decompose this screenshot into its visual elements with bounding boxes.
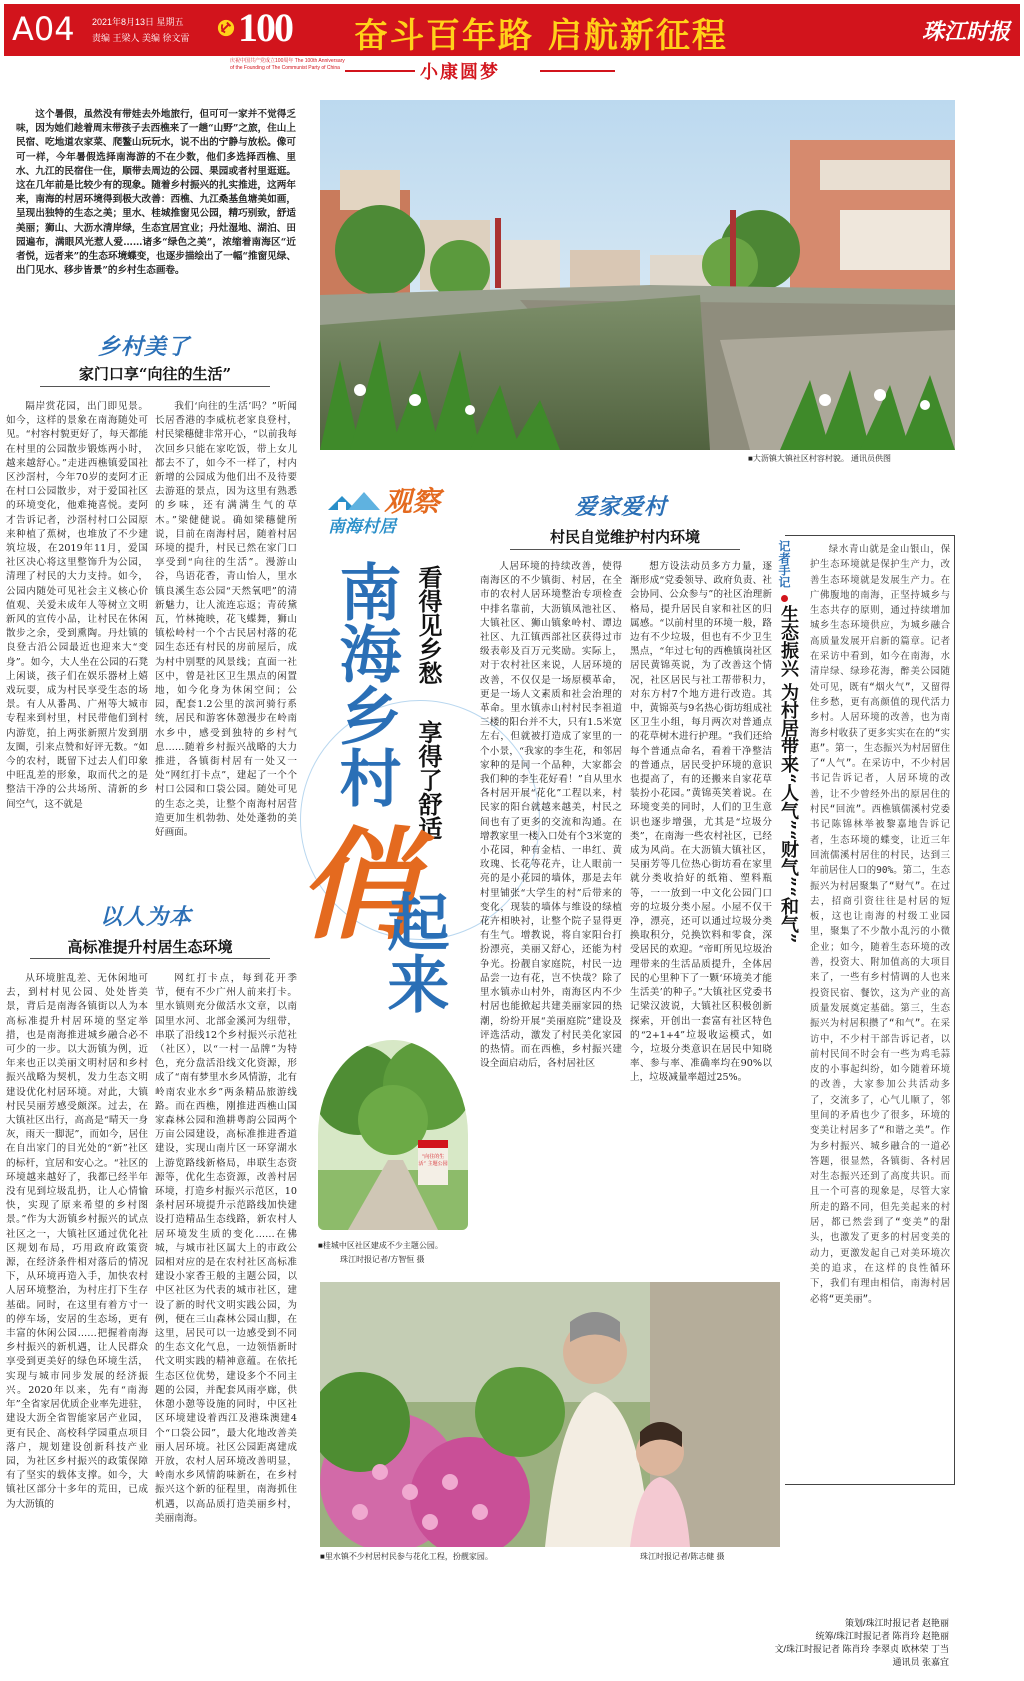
village-canal-photo (320, 100, 955, 450)
section2-rule (30, 958, 270, 959)
section1-title: 乡村美了 (98, 334, 191, 360)
credit-line: 策划/珠江时报记者 赵艳丽 (844, 1618, 949, 1628)
bottom-photo-credit: 珠江时报记者/陈志健 摄 (640, 1552, 725, 1561)
section2-col1: 从环境脏乱差、无休闲地可去，到村村见公园、处处皆美景，背后是南海各镇街以人为本高标准提升村居环境的坚定举措，也是南海推进城乡融合必不可少的一步。以大沥镇为例，近年来也正以美丽文明村居和乡村振兴战略为契机，发力生态文明建设优化村居环境。对此，大镇村民吴丽芳感受颇深。过去，在大镇社区出行，高高是“晴天一身灰，雨天一脚泥”，而如今，居住在自出家门的目光处的“新”社区的标杆，宜居和安心之。“社区的环境越来越好了，我都已经半年没有见到垃圾乱扔，让人心情愉快，实现了原来希望的乡村图景。”作为大沥镇乡村振兴的试点社区之一，大镇社区通过优化社区规划布局，巧用政府政策资源，在经济条件相对落后的情况下，从环境再造入手，加快农村人居环境整治，为村庄打下生存基础。同时，在这里有着方寸一的停车场，安居的生态场，更有丰富的休闲公园……把握着南海乡村振兴的新机遇，让人民群众享受到更美好的绿色环境生活，实现与城市同步发展的经济振兴。2020年以来，先有“南海年”全省家居优质企业率先进驻，建设大沥全省智能家居产业园，更有民企、高校科学园重点项目落户，规划建设创新科技产业园，为社区乡村振兴的政策保障有了坚实的载体支撑。如今，大镇社区部分十多年的荒田，已成为大沥镇的 (6, 973, 148, 1510)
bottom-photo-caption: ■里水镇不少村居村民参与花化工程，扮靓家园。 (320, 1552, 493, 1561)
commentary-tag: 记者手记 (777, 540, 791, 588)
credit-line: 通讯员 张嘉宜 (892, 1657, 949, 1667)
section3-col1: 人居环境的持续改善，使得南海区的不少镇街、村居，在全市的农村人居环境整治专项检查中排名靠前，大沥镇凤池社区、大镇社区、狮山镇象岭村、谭边社区、九江镇西部社区获得过市级表彰及百万元奖励。实际上，对于农村社区来说，人居环境的改善，不仅仅是一场原模革命，更是一场人文素质和社会治理的革命。里水镇赤山村村民李祖道三楼的阳台并不大，只有1.5米宽左右，但就被打造成了家里的一个小景，“我家的李生花，和邻居家种的是同一个品种，大家都会我们种的李生花好看！”自从里水各村居开展“花化”工程以来，村民家的阳台就越来越美，村民之间也有了更多的交流和沟通。在增教家里一楼入口处有个3米宽的小花园，种有金桔、一串红、黄玫瑰、长花等花卉，让人眼前一亮的是小花园的墙体，那是去年村里铺张“大学生的村”后带来的变化，现装的墙体与维设的绿植花卉相映衬，让整个院子显得更有生气。增教说，将自家阳台打扮漂亮，美丽又舒心，还能为村争光。扮靓自家庭院，村民一边品尝一边有花，岂不快哉？除了里水镇赤山村外，南海区内不少村居也能掀起共建美丽家园的热潮，纷纷开展“美丽庭院”建设及评选活动，激发了村民美化家园的热情。而在西樵，乡村振兴建设全面启动后，各村居社区 (480, 561, 622, 1070)
issue-editors: 责编 王梁人 美编 徐文雷 (92, 33, 190, 43)
section3-col2: 想方设法动员多方力量，逐渐形成“党委领导、政府负责、社会协同、公众参与”的社区治理新格局，提升居民自家和社区的归属感。“以前村里的环境一般，路边有不少垃圾，但也有不少卫生黑点，“年过七旬的西樵镇岗社区居民黄锦英说，为了改善这个情况，社区居民与社工帮带积力，对东方村7个地方进行改造。其中，黄锦英与9名热心街坊组成社区卫生小组，每月两次对普通点的花草树木进行护理。“我们还给每个普通点命名，看着干净整洁的普通点，居民受护环境的意识也提高了，有的还搬来自家花草装扮小花园。”黄锦英笑着说。在环境变美的同时，人们的卫生意识也逐步增强，尤其是“垃圾分类”，在南海一些农村社区，已经成为风尚。在大沥镇大镇社区，吴丽芳等几位热心街坊看在家里就分类收拾好的纸箱、塑料瓶等，一一放到一中文化公园门口旁的垃圾分类小屋。小屋不仅干净，漂亮，还可以通过垃圾分类换取积分，兑换饮料和零食，深受居民的欢迎。“帝町所见垃圾治理带来的生活品质提升，全体居民的心里种下了一颗‘环境美才能生活美’的种子。”大镇社区党委书记梁汉波说，大镇社区积极创新探索，开创出一套富有社区特色的“2+1+4”垃圾收运模式，如今，垃圾分类意识在居民中知晓率、参与率、准确率均在90%以上，垃圾减量率超过25%。 (630, 561, 772, 1084)
observe-label: 观察 (384, 485, 441, 518)
park-photo (318, 1040, 468, 1230)
commentary-text: 绿水青山就是金山银山，保护生态环境就是保护生产力，改善生态环境就是发展生产力。在广佛腹地的南海，正坚持城乡与生态共存的原则，通过持续增加城乡生态环境供应，为城乡融合高质量发展开启新的篇章。记者在采访中看到，如今在南海，水清岸绿、绿珍花海，醉美公园随处可见，既有“烟火气”，又留得住乡愁，更有高颜值的现代活力乡村。人居环境的改善，也为南海乡村收获了更多实实在在的“实惠”。第一，生态振兴为村居留住了“人气”。在采访中，不少村居书记告诉记者，人居环境的改善，让不少曾经外出的原居住的村民“回流”。西樵镇儒溪村党委书记陈锦林举被黎嘉地告诉记者，生态环境的蝶变，让近三年回流儒溪村居住的村民，达到三年前居住人口的90%。第二，生态振兴为村居聚集了“财气”。在过去，招商引资往往是村居的短板，这也让南海的村级工业园里，聚集了不少散小乱污的小微企业；如今，随着生态环境的改善，投资大、附加值高的大项目来了，一些有乡村情调的人也来投资民宿、餐饮，这为产业的高质量发展奠定基础。第三，生态振兴为村居积攒了“和气”。在采访中，不少村干部告诉记者，以前村民间不时会有一些为鸡毛蒜皮的小事起纠纷，如今随着环境的改善，大家参加公共活动多了，交流多了，心气儿顺了，邻里间的矛盾也少了很多，环境的变美让村居多了“和谐之美”。作为乡村振兴、城乡融合的一道必答题，很显然，各镇街、各村居对生态振兴还到了高度共识。而且一个可喜的现象是，尽管大家所走的路不同，但先美起来的村居，都已然尝到了“变美”的甜头，也激发了更多的村居变美的动力，更激发起自己对美环境次美的追求，在这样的良性循环下，我们有理由相信，南海村居必将“更美丽”。 (810, 544, 950, 1305)
section3-subtitle: 村民自觉维护村内环境 (549, 528, 700, 546)
column-rule-right (540, 70, 615, 72)
commentary-dot (781, 595, 788, 602)
intro-text: 这个暑假，虽然没有带娃去外地旅行，但可可一家并不觉得乏味，因为她们趁着周末带孩子去西樵来了一趟“山野”之旅，住山上民宿、吃地道农家菜、爬鳌山玩玩水，说不出的宁静与放松。像可可一样，今年暑假选择南海游的不在少数，他们多选择西樵、里水、九江的民宿住一住，顺带去周边的公园、果园或者村里逛逛。这在几年前是比较少有的现象。随着乡村振兴的扎实推进，这两年来，南海的村居环境得到极大改善：西樵、九江桑基鱼塘美如画，呈现出独特的生态之美；里水、桂城推窗见公园，精巧别致，舒适美丽；狮山、大沥水清岸绿，生态宜居宜业；丹灶湿地、湖泊、田园遍布，满眼风光惹人爱……诸多“绿色之美”，浓缩着南海区“近者悦，远者来”的生态环境蝶变，也逐步描绘出了一幅“推窗见绿、出门见水、移步皆景”的乡村生态画卷。 (16, 109, 296, 277)
section1-col1: 隔岸赏花园，出门即见景。如今，这样的景象在南海随处可见。“村容村貌更好了，每天都能在村里的公园散步锻炼两小时，越来越舒心。”走进西樵镇爱国社区沙滘村，今年70岁的麦阿才正在村口公园散步，对于爱国社区的环境变化，他难掩喜悦。麦阿才告诉记者，沙滘村村口公园原来种植了蕉树，也堆放了不少建筑垃圾，在2019年11月，爱国社区决心将这里整饰升为公园，清理了村民的大力支持。如今，公园内随处可见社会主义核心价值观、关爱未成年人等树立文明新风的宣传小品，让村民在休闲散步之余，受到熏陶。丹灶镇的良登古沿公园最近也迎来大“变身”。如今，大人坐在公园的石凳上闲谈，孩子们在娱乐器材上嬉戏玩耍，成为村民享受生态的场景。有人从番禺、广州等大城市专程来到村里，村民带他们到村内游览，拍上两张新照片发到朋友圈，引来点赞和好评无数。“如今的农村，既留下过去人们印象中旺乱差的形象，取而代之的是整洁干净的公共场所、清新的乡间空气，这不就是 (6, 401, 148, 810)
commentary-title: 生态振兴 为村居带来“人气”“财气”“和气” (778, 605, 799, 944)
subtitle-line1: 看得见乡愁 (414, 565, 443, 685)
observe-logo (322, 480, 462, 538)
column-title: 小康圆梦 (420, 62, 500, 83)
credit-line: 文/珠江时报记者 陈肖玲 李翠贞 欧林荣 丁当 (774, 1644, 949, 1654)
park-sign-text: “向往的生活” 主题公园 (418, 1154, 448, 1167)
observe-sublabel: 南海村居 (328, 517, 396, 537)
park-photo-credit: 珠江时报记者/方智恒 摄 (340, 1255, 425, 1264)
column-rule-left (345, 70, 415, 72)
page-number: A04 (12, 10, 75, 48)
park-photo-caption: ■桂城中区社区建成不少主题公园。 (318, 1241, 443, 1250)
credits (729, 1617, 949, 1669)
paper-name: 珠江时报 (921, 19, 1010, 45)
centenary-number: 100 (238, 5, 292, 50)
party-emblem-icon (217, 19, 235, 37)
section1-col2: 我们‘向往的生活’吗？”听闻长居香港的李威杭老家良登村，村民梁穗健非常开心，“以前我每次回乡只能在家吃饭，带上女儿都去不了，如今不一样了，村内新增的公园成为他们出不及待要去游逛的景点，因为这里有熟悉的乡味，还有满满生气的草木。”梁健健说。确如梁穗健所说，目前在南海村居，随着村居环境的提升，村民已然在家门口享受到“向往的生活”。漫游山谷，鸟语花香，青山怡人，里水镇良溪生态公园“天然氧吧”的清新魅力，让人流连忘返；青砖黛瓦，竹林掩映，花飞蝶舞，狮山镇松岭村一个个古民居村落的花园生态还有村民的房前屋后，成为村中别墅的风景线；直面一社区中，曾是社区卫生黑点的闲置地，如今化身为休闲空间；公园，配套1.2公里的滨河骑行系统，居民和游客休憩漫步在岭南水乡中，感受到独特的乡村气息……随着乡村振兴战略的大力推进，各镇街村居有一处又一处“网红打卡点”，建起了一个个村口公园和口袋公园。随处可见的生态之美，让整个南海村居营造更加生机勃勃、处处蓬勃的美好画面。 (155, 401, 297, 839)
section2-subtitle: 高标准提升村居生态环境 (67, 938, 233, 956)
section2-col2: 网红打卡点，每到花开季节，便有不少广州人前来打卡。里水镇则充分做活水文章，以南国里水河、北部金溪河为纽带，串联了沿线12个乡村振兴示范社（社区），以“一村一品牌”为特色，充分盘活沿线文化资源，形成了“南有梦里水乡风情游，北有岭南农业水乡”两条精品旅游线路。而在西樵，刚推进西樵山国家森林公园和渔耕粤韵公园两个万亩公园建设，高标准推进香道建设，实现山南片区一环穿湖水上游览路线新格局，串联生态资源等，优化生态资源，改善村居环境，打造乡村振兴示范区，10条村居环境提升示范路线加快建设打造精品生态线路，新农村人居环境发生质的变化……在佛城，与城市社区属大上的市政公园相对应的是在农村社区高标准建设小家香王般的主题公园，以中区社区为代表的城市社区，建设了新的时代文明实践公园，为例，便在三山森林公园山脚，在这里，居民可以一边感受到不同的生态文化气息，一边领悟新时代文明实践的精神意蕴。在依托生态区位优势，建设多个不同主题的公园，并配套风雨亭廊，供休憩小憩等设施的同时，中区社区环境建设着西江及港珠澳建4个“口袋公园”，最大化地改善美丽人居环境。社区公园距离建成开放，农村人居环境改善明显，岭南水乡风情韵味新在，在乡村振兴这个新的征程里，南海抓住机遇，以高品质打造美丽乡村，美丽南海。 (155, 973, 297, 1524)
section3-title: 爱家爱村 (575, 494, 668, 520)
top-photo-caption: ■大沥镇大镇社区村容村貌。 通讯员供图 (748, 454, 892, 463)
centenary-emblem (214, 7, 339, 53)
highlight-char: 俏 (298, 815, 418, 956)
village-house-icon (326, 486, 382, 512)
section2-title: 以人为本 (100, 904, 193, 930)
subtitle-line2: 享得了舒适 (414, 720, 443, 840)
slogan: 奋斗百年路 启航新征程 (354, 16, 728, 56)
section3-rule (510, 549, 740, 550)
issue-date: 2021年8月13日 星期五 (92, 17, 184, 27)
main-title: 南海乡村 (329, 560, 402, 808)
flower-balcony-photo (320, 1282, 780, 1547)
section1-subtitle: 家门口享“向往的生活” (78, 365, 232, 383)
section1-rule (40, 386, 270, 387)
credit-line: 统筹/珠江时报记者 陈肖玲 赵艳丽 (815, 1631, 949, 1641)
masthead (4, 4, 1020, 56)
title-end-chars: 起来 (377, 890, 450, 1014)
emblem-caption: 庆祝中国共产党成立100周年 The 100th Anniversary of the Founding of The Communist Party of China (230, 58, 345, 71)
